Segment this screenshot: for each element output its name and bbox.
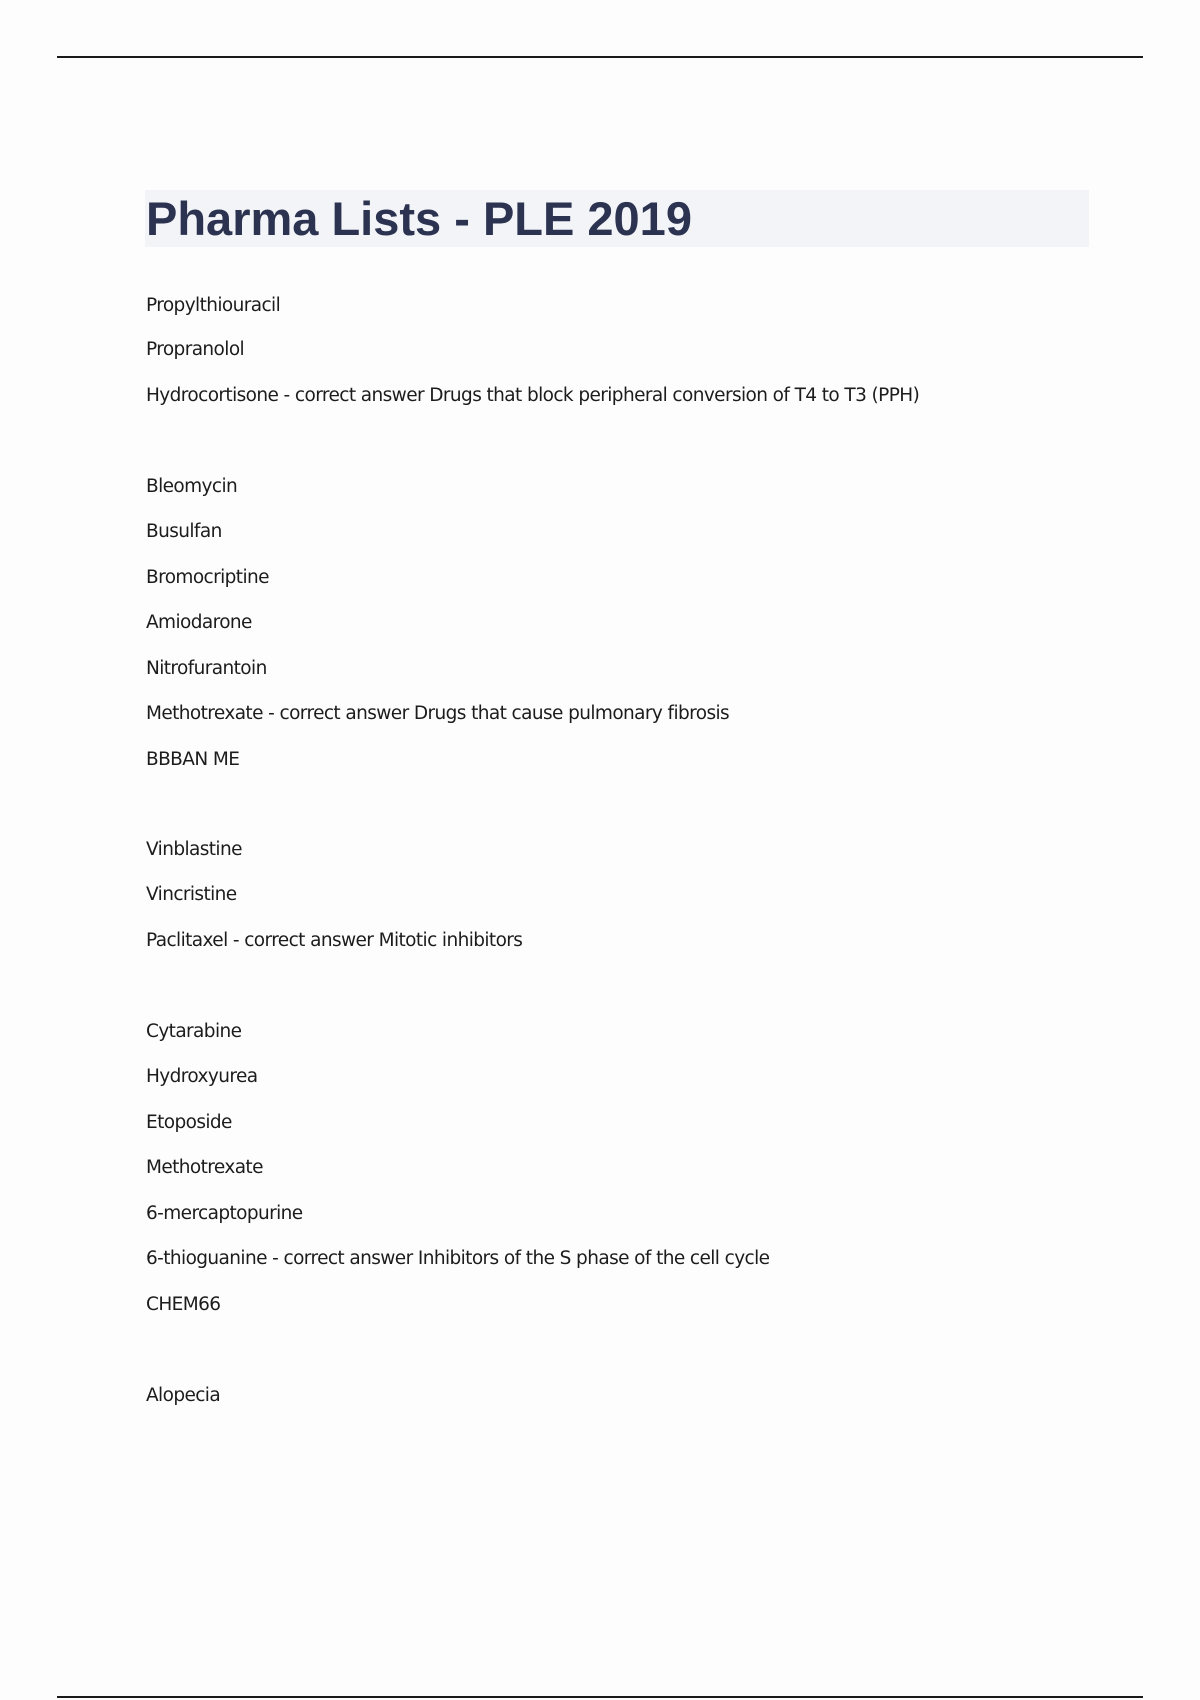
text-line: Nitrofurantoin: [146, 658, 267, 679]
footer-rule: [57, 1696, 1143, 1698]
text-line: CHEM66: [146, 1294, 221, 1315]
text-line: Vinblastine: [146, 839, 242, 860]
text-line: Paclitaxel - correct answer Mitotic inhibitors: [146, 930, 523, 951]
text-line: Methotrexate - correct answer Drugs that cause pulmonary fibrosis: [146, 703, 730, 724]
text-line: Methotrexate: [146, 1157, 263, 1178]
text-line: Alopecia: [146, 1385, 221, 1406]
text-line: Busulfan: [146, 521, 222, 542]
text-line: Amiodarone: [146, 612, 252, 633]
header-rule: [57, 56, 1143, 58]
text-line: 6-mercaptopurine: [146, 1203, 303, 1224]
text-line: Etoposide: [146, 1112, 232, 1133]
text-line: Hydroxyurea: [146, 1066, 258, 1087]
page-title: Pharma Lists - PLE 2019: [146, 192, 692, 245]
text-line: Bromocriptine: [146, 567, 269, 588]
text-line: Propranolol: [146, 339, 245, 360]
text-line: 6-thioguanine - correct answer Inhibitors of the S phase of the cell cycle: [146, 1248, 770, 1269]
text-line: Hydrocortisone - correct answer Drugs that block peripheral conversion of T4 to T3 (PPH): [146, 385, 920, 406]
text-line: Bleomycin: [146, 476, 238, 497]
text-line: Propylthiouracil: [146, 295, 281, 316]
text-line: Vincristine: [146, 884, 237, 905]
text-line: BBBAN ME: [146, 749, 240, 770]
text-line: Cytarabine: [146, 1021, 242, 1042]
